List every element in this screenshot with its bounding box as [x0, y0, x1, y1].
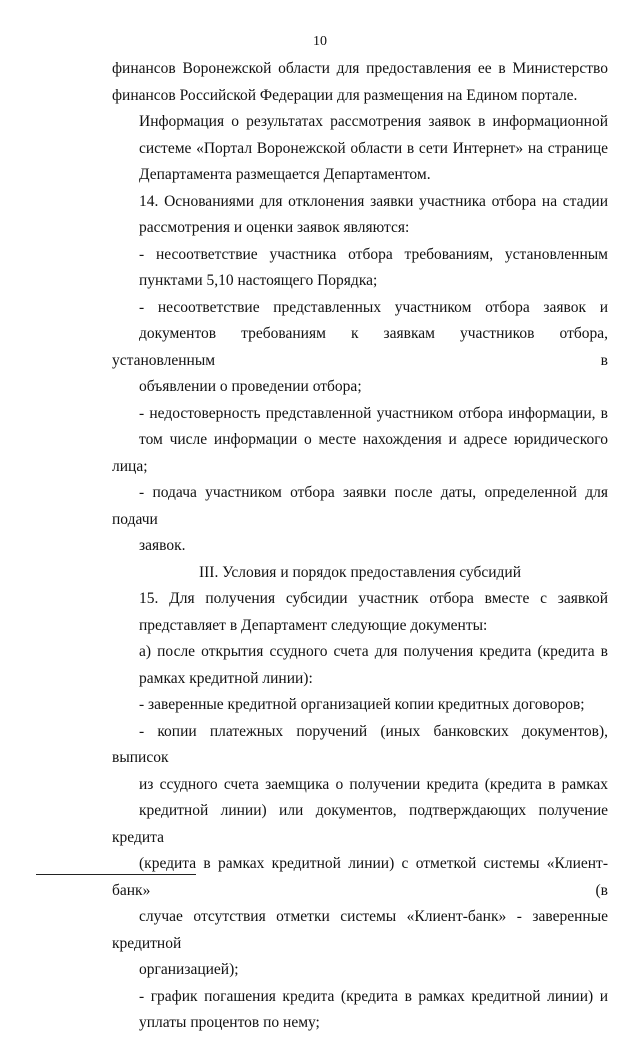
- text-line: III. Условия и порядок предоставления субсидий: [198, 563, 521, 581]
- paragraph: [112, 109, 608, 189]
- text-line: Департамента размещается Департаментом.: [139, 166, 431, 183]
- text-line: финансов Воронежской области для предоставления ее в Министерство: [112, 60, 608, 77]
- paragraph: [112, 189, 608, 242]
- text-line: кредитной линии) или документов, подтверждающих получение кредита: [112, 802, 608, 846]
- paragraph: [112, 242, 608, 295]
- text-line: Информация о результатах рассмотрения заявок в информационной: [139, 113, 608, 130]
- paragraph: [112, 984, 608, 1037]
- text-line: - график погашения кредита (кредита в рамках кредитной линии) и: [139, 987, 608, 1005]
- text-line: - подача участником отбора заявки после даты, определенной для подачи: [112, 484, 608, 528]
- text-line: - несоответствие участника отбора требованиям, установленным: [139, 245, 608, 263]
- text-line: системе «Портал Воронежской области в сети Интернет» на странице: [139, 139, 608, 157]
- paragraph: [112, 719, 608, 984]
- text-line: организацией);: [139, 961, 239, 978]
- text-line: пунктами 5,10 настоящего Порядка;: [139, 272, 378, 289]
- text-line: рамках кредитной линии):: [139, 669, 313, 687]
- paragraph: [112, 56, 608, 109]
- text-line: из ссудного счета заемщика о получении кредита (кредита в рамках: [139, 775, 608, 793]
- text-line: заявок.: [139, 537, 186, 554]
- text-line: том числе информации о месте нахождения и адресе юридического лица;: [112, 431, 608, 475]
- text-line: представляет в Департамент следующие документы:: [139, 616, 488, 634]
- text-line: - заверенные кредитной организацией копии кредитных договоров;: [139, 696, 585, 713]
- text-line: финансов Российской Федерации для размещения на Едином портале.: [112, 86, 578, 104]
- paragraph: [112, 692, 608, 719]
- text-line: уплаты процентов по нему;: [139, 1014, 320, 1031]
- text-line: рассмотрения и оценки заявок являются:: [139, 219, 410, 236]
- document-body: [112, 56, 608, 1037]
- text-line: 14. Основаниями для отклонения заявки участника отбора на стадии: [139, 192, 608, 210]
- paragraph: [112, 295, 608, 401]
- text-line: а) после открытия ссудного счета для получения кредита (кредита в: [139, 643, 608, 660]
- text-line: документов требованиям к заявкам участников отбора, установленным в: [112, 325, 608, 369]
- text-line: - недостоверность представленной участником отбора информации, в: [139, 404, 608, 422]
- paragraph: [112, 586, 608, 639]
- footer-rule: [36, 874, 196, 875]
- text-line: - несоответствие представленных участником отбора заявок и: [139, 298, 608, 316]
- section-heading: [112, 560, 608, 587]
- text-line: случае отсутствия отметки системы «Клиент-банк» - заверенные кредитной: [112, 908, 608, 952]
- text-line: объявлении о проведении отбора;: [139, 378, 362, 395]
- text-line: (кредита в рамках кредитной линии) с отметкой системы «Клиент-банк» (в: [112, 855, 608, 899]
- paragraph: [112, 401, 608, 481]
- text-line: - копии платежных поручений (иных банковских документов), выписок: [112, 722, 608, 766]
- page-number: 10: [313, 34, 327, 49]
- text-line: 15. Для получения субсидии участник отбора вместе с заявкой: [139, 590, 608, 607]
- paragraph: [112, 639, 608, 692]
- paragraph: [112, 480, 608, 560]
